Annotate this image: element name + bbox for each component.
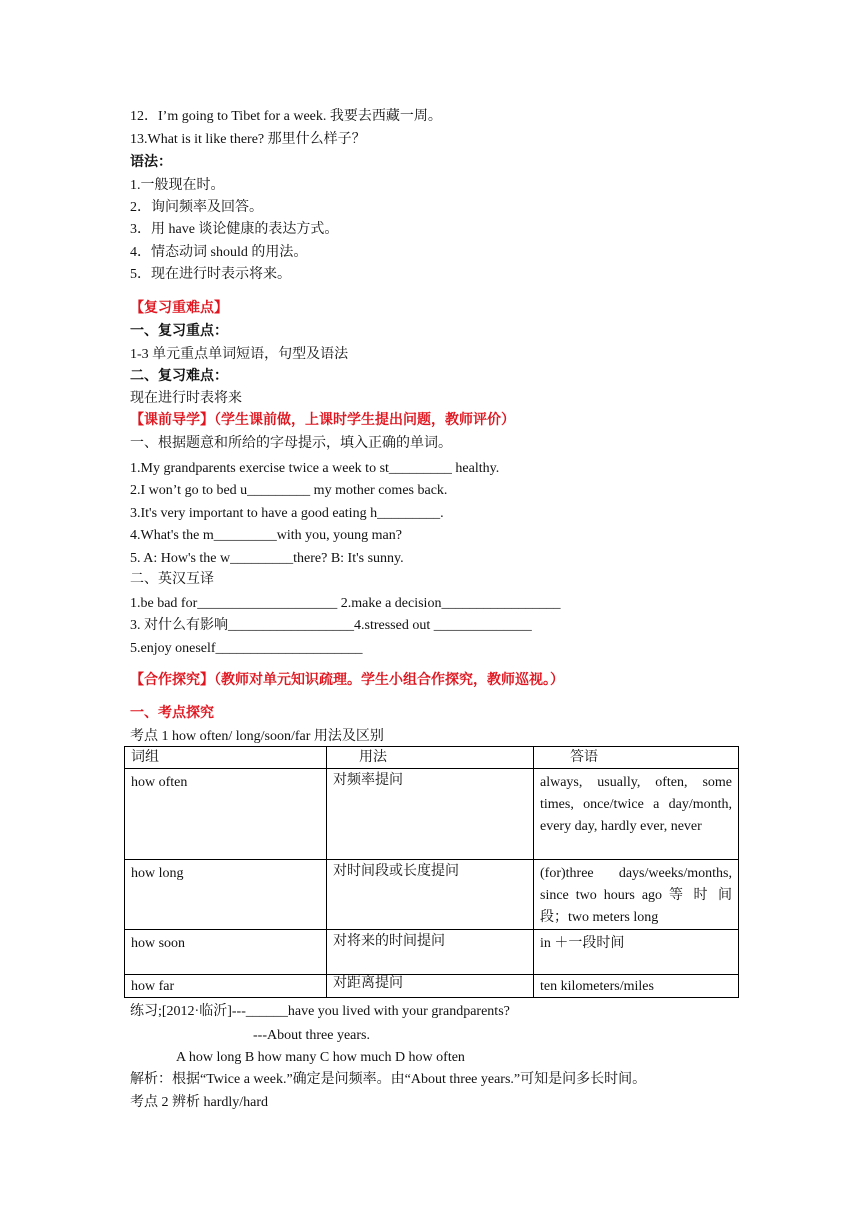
answer-cell: always, usually, often, some times, once/twice a day/month, every day, hardly ever, never — [534, 769, 739, 860]
exercise-answer: ---About three years. — [253, 1028, 371, 1043]
key-text: 1-3 单元重点单词短语，句型及语法 — [130, 347, 349, 362]
table-header-row — [125, 747, 739, 769]
grammar-title: 语法： — [130, 155, 172, 170]
table-row — [125, 975, 739, 998]
header-answer: 答语 — [534, 747, 739, 769]
answer-cell: in ＋一段时间 — [534, 930, 739, 975]
header-usage: 用法 — [327, 747, 534, 769]
key-title: 一、复习重点： — [130, 324, 228, 339]
grammar-item: 5．现在进行时表示将来。 — [130, 267, 291, 282]
fill-item: 4.What's the m_________with you, young man? — [130, 528, 402, 543]
exercise-options: A how long B how many C how much D how often — [176, 1050, 465, 1065]
usage-table — [124, 746, 739, 998]
fill-instruction: 一、根据题意和所给的字母提示，填入正确的单词。 — [130, 436, 452, 451]
usage-cell: 对距离提问 — [327, 975, 534, 998]
difficult-text: 现在进行时表将来 — [130, 391, 242, 406]
coop-heading: 【合作探究】（教师对单元知识疏理。学生小组合作探究，教师巡视。） — [130, 673, 564, 688]
phrase-cell: how soon — [125, 930, 327, 975]
translate-item: 1.be bad for____________________ 2.make a decision_________________ — [130, 596, 561, 611]
answer-cell: (for)three days/weeks/months, since two hours ago 等 时 间 段；two meters long — [534, 860, 739, 930]
fill-item: 1.My grandparents exercise twice a week to st_________ healthy. — [130, 461, 500, 476]
grammar-item: 2．询问频率及回答。 — [130, 200, 263, 215]
translate-item: 3. 对什么有影响__________________4.stressed out ______________ — [130, 618, 532, 633]
line-13: 13.What is it like there? 那里什么样子？ — [130, 132, 366, 147]
phrase-cell: how often — [125, 769, 327, 860]
table-row — [125, 860, 739, 930]
point1-label: 考点 1 how often/ long/soon/far 用法及区别 — [130, 729, 384, 744]
fill-item: 2.I won’t go to bed u_________ my mother comes back. — [130, 483, 448, 498]
analysis-text: 解析：根据“Twice a week.”确定是问频率。由“About three years.”可知是问多长时间。 — [130, 1072, 647, 1087]
phrase-cell: how far — [125, 975, 327, 998]
grammar-item: 3．用 have 谈论健康的表达方式。 — [130, 222, 339, 237]
table-row — [125, 930, 739, 975]
grammar-item: 4．情态动词 should 的用法。 — [130, 245, 308, 260]
preview-heading: 【课前导学】（学生课前做，上课时学生提出问题，教师评价） — [130, 413, 515, 428]
point2-label: 考点 2 辨析 hardly/hard — [130, 1095, 269, 1110]
translate-instruction: 二、英汉互译 — [130, 572, 214, 587]
table-row — [125, 769, 739, 860]
exercise-question: 练习;[2012·临沂]---______have you lived with your grandparents? — [130, 1004, 510, 1019]
fill-item: 3.It's very important to have a good eating h_________. — [130, 506, 444, 521]
explore-title: 一、考点探究 — [130, 706, 214, 721]
line-12: 12．I’m going to Tibet for a week. 我要去西藏一周。 — [130, 109, 442, 124]
translate-item: 5.enjoy oneself_____________________ — [130, 641, 363, 656]
usage-cell: 对频率提问 — [327, 769, 534, 860]
grammar-item: 1.一般现在时。 — [130, 178, 225, 193]
difficult-title: 二、复习难点： — [130, 369, 228, 384]
header-phrase: 词组 — [125, 747, 327, 769]
review-heading: 【复习重难点】 — [130, 301, 228, 316]
answer-cell: ten kilometers/miles — [534, 975, 739, 998]
phrase-cell: how long — [125, 860, 327, 930]
fill-item: 5. A: How's the w_________there? B: It's sunny. — [130, 551, 404, 566]
usage-cell: 对时间段或长度提问 — [327, 860, 534, 930]
usage-cell: 对将来的时间提问 — [327, 930, 534, 975]
